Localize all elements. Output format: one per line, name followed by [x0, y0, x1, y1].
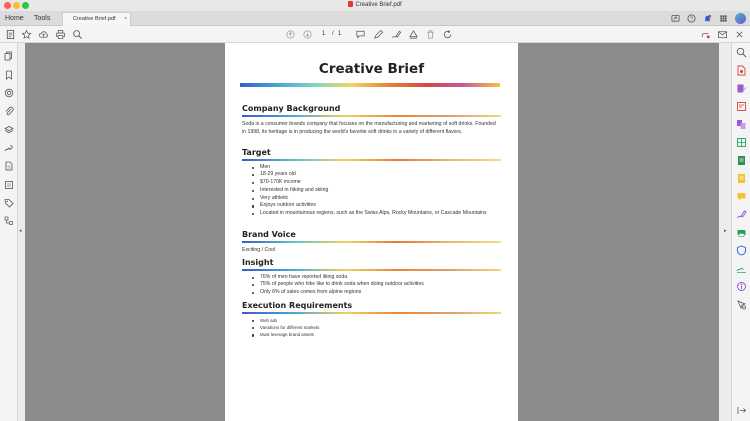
cloud-upload-icon[interactable] — [38, 29, 49, 40]
tab-tools[interactable]: Tools — [34, 15, 51, 22]
left-navigation-rail — [0, 43, 18, 421]
section-body: Exciting / Cool — [242, 246, 276, 253]
window-titlebar — [0, 0, 750, 11]
section-heading: Insight — [242, 258, 274, 267]
list-item: Interested in hiking and skiing — [242, 187, 501, 195]
create-pdf-icon[interactable] — [5, 29, 16, 40]
stack-layers-icon[interactable] — [4, 125, 14, 135]
svg-text:?: ? — [690, 16, 693, 23]
document-file-icon[interactable] — [4, 161, 14, 171]
comment-tool-icon[interactable] — [736, 191, 747, 202]
more-tools-icon[interactable] — [736, 299, 747, 310]
print-production-icon[interactable] — [736, 227, 747, 238]
previous-page-icon[interactable] — [285, 29, 296, 40]
list-item: Enjoys outdoor activities — [242, 202, 501, 210]
next-page-icon[interactable] — [302, 29, 313, 40]
notifications-bell-icon[interactable] — [703, 14, 712, 23]
attachments-paperclip-icon[interactable] — [4, 106, 14, 116]
window-title-text: Creative Brief.pdf — [355, 2, 402, 8]
avatar[interactable] — [735, 13, 746, 24]
title-divider — [240, 83, 500, 87]
tab-document[interactable] — [62, 12, 131, 26]
left-panel-collapse-icon[interactable]: ◂ — [19, 228, 22, 234]
combine-files-icon[interactable] — [736, 119, 747, 130]
section-divider — [242, 115, 501, 117]
window-title — [0, 0, 750, 11]
total-pages: 1 — [338, 31, 342, 37]
insight-list — [242, 274, 501, 297]
signatures-icon[interactable] — [4, 143, 14, 153]
email-icon[interactable] — [717, 29, 728, 40]
organize-pages-icon[interactable] — [736, 137, 747, 148]
section-divider — [242, 312, 501, 314]
protect-file-icon[interactable] — [736, 173, 747, 184]
content-structure-icon[interactable] — [4, 216, 14, 226]
tab-close-icon[interactable]: × — [124, 16, 127, 22]
apps-grid-icon[interactable] — [719, 14, 728, 23]
tab-document-label: Creative Brief.pdf — [73, 16, 116, 22]
document-title: Creative Brief — [318, 61, 425, 77]
section-divider — [242, 241, 501, 243]
zoom-search-icon[interactable] — [72, 29, 83, 40]
section-brand-voice — [242, 230, 501, 254]
share-screen-icon[interactable] — [671, 14, 680, 23]
pdf-file-icon — [348, 1, 353, 7]
section-divider — [242, 269, 501, 271]
form-fields-icon[interactable] — [4, 180, 14, 190]
tab-bar — [0, 11, 750, 26]
section-heading: Execution Requirements — [242, 301, 353, 310]
delete-trash-icon[interactable] — [425, 29, 436, 40]
help-icon[interactable] — [687, 14, 696, 23]
redact-shield-icon[interactable] — [736, 245, 747, 256]
edit-pdf-icon[interactable] — [736, 83, 747, 94]
list-item: 76% of men have reported liking soda — [242, 274, 501, 282]
current-page-field[interactable]: 1 — [322, 31, 326, 37]
section-divider — [242, 159, 501, 161]
tags-icon[interactable] — [4, 198, 14, 208]
list-item: Men — [242, 164, 501, 172]
section-execution-requirements — [242, 301, 501, 339]
fill-sign-icon[interactable] — [408, 29, 419, 40]
list-item: $70-170K income — [242, 179, 501, 187]
list-item: Variations for different markets — [242, 324, 501, 331]
section-heading: Company Background — [242, 104, 341, 113]
list-item: Must leverage brand assets — [242, 331, 501, 338]
zoom-in-icon[interactable] — [736, 47, 747, 58]
section-company-background — [242, 104, 501, 136]
document-canvas — [25, 43, 719, 421]
execution-list — [242, 317, 501, 339]
share-link-icon[interactable] — [700, 29, 711, 40]
page-separator: / — [332, 31, 334, 37]
section-body: Soda is a consumer brands company that focuses on the manufacturing and marketing of soft drinks. Founded in 1998, its heritage is in producing the world's favorite soft drinks in a variety of different flavors. — [242, 120, 496, 135]
tab-home[interactable]: Home — [5, 15, 24, 22]
accessibility-icon[interactable] — [736, 281, 747, 292]
right-tools-rail — [731, 43, 750, 421]
list-item: Very athletic — [242, 195, 501, 203]
page-thumbnails-icon[interactable] — [4, 51, 14, 61]
create-pdf-tool-icon[interactable] — [736, 101, 747, 112]
comment-icon[interactable] — [355, 29, 366, 40]
list-item: 18-29 years old — [242, 171, 501, 179]
section-heading: Target — [242, 148, 271, 157]
right-panel-collapse-icon[interactable]: ▸ — [724, 228, 727, 234]
request-signature-icon[interactable] — [736, 263, 747, 274]
print-icon[interactable] — [55, 29, 66, 40]
list-item: Located in mountainous regions, such as the Swiss Alps, Rocky Mountains, or Cascade Mountains — [242, 210, 501, 218]
fill-and-sign-tool-icon[interactable] — [736, 209, 747, 220]
layers-target-icon[interactable] — [4, 88, 14, 98]
list-item: 75% of people who hike like to drink soda when doing outdoor activities — [242, 281, 501, 289]
scan-ocr-icon[interactable] — [736, 155, 747, 166]
pdf-page — [225, 43, 518, 421]
target-list — [242, 164, 501, 219]
expand-panel-icon[interactable] — [736, 405, 747, 416]
close-panel-icon[interactable] — [734, 29, 745, 40]
draw-freeform-icon[interactable] — [391, 29, 402, 40]
section-insight — [242, 258, 501, 297]
section-heading: Brand Voice — [242, 230, 296, 239]
bookmarks-icon[interactable] — [4, 70, 14, 80]
main-toolbar — [0, 26, 750, 43]
section-target — [242, 148, 501, 218]
rotate-icon[interactable] — [442, 29, 453, 40]
export-pdf-icon[interactable] — [736, 65, 747, 76]
list-item: Web ads — [242, 317, 501, 324]
list-item: Only 6% of sales comes from alpine regions — [242, 289, 501, 297]
highlight-pen-icon[interactable] — [373, 29, 384, 40]
star-bookmark-icon[interactable] — [21, 29, 32, 40]
